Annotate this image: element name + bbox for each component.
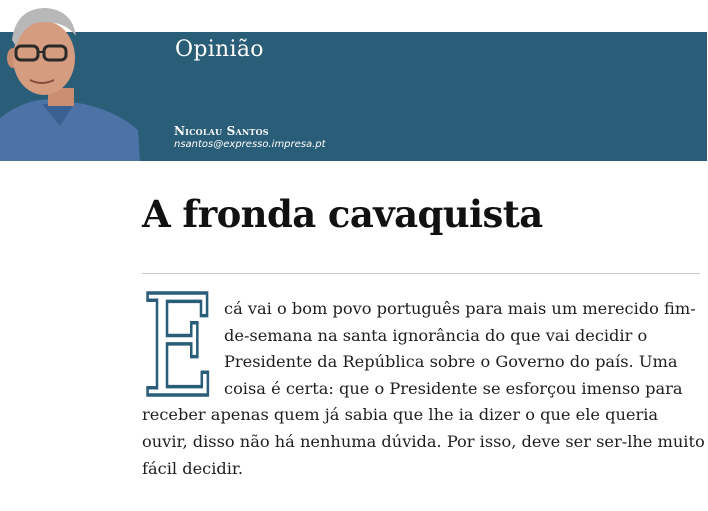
article-headline: A fronda cavaquista xyxy=(142,192,543,236)
author-name[interactable]: Nicolau Santos xyxy=(174,124,269,138)
drop-cap-spacer xyxy=(142,296,224,400)
drop-cap-letter: E xyxy=(142,266,216,429)
article-body xyxy=(142,296,708,482)
article-body-text: cá vai o bom povo português para mais um merecido fim-de-semana na santa ignorância do que vai decidir o Presidente da República sobre o Governo do país. Uma coisa é certa: que o Presidente se esforçou imenso para receber apenas quem já sabia que lhe ia dizer o que ele queria ouvir, disso não há nenhuma dúvida. Por isso, deve ser ser-lhe muito fácil decidir. xyxy=(142,299,705,478)
headline-divider xyxy=(142,273,700,274)
author-photo xyxy=(0,0,140,161)
section-label: Opinião xyxy=(175,37,264,62)
author-email[interactable]: nsantos@expresso.impresa.pt xyxy=(174,139,326,150)
